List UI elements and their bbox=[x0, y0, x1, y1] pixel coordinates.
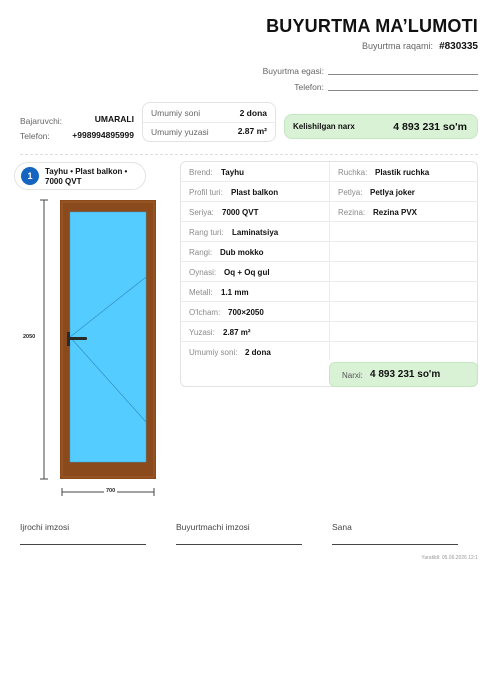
spec-row bbox=[181, 282, 329, 302]
specs-table bbox=[180, 161, 478, 387]
item-title-pill bbox=[14, 162, 146, 190]
spec-label: Rang turi: bbox=[189, 228, 224, 237]
spec-value: 2 dona bbox=[245, 348, 271, 357]
executor-name: UMARALI bbox=[94, 114, 134, 124]
spec-value: Laminatsiya bbox=[232, 228, 279, 237]
spec-label: Rangi: bbox=[189, 248, 213, 257]
spec-row bbox=[330, 182, 478, 202]
spec-label: O'lcham: bbox=[189, 308, 221, 317]
agreed-price-label: Kelishilgan narx bbox=[293, 122, 355, 131]
executor-signature-label: Ijrochi imzosi bbox=[20, 522, 70, 532]
spec-row bbox=[330, 322, 478, 342]
spec-row bbox=[181, 162, 329, 182]
total-count-label: Umumiy soni bbox=[151, 108, 201, 118]
spec-label: Metall: bbox=[189, 288, 213, 297]
item-number-badge: 1 bbox=[21, 167, 39, 185]
date-line bbox=[332, 544, 458, 545]
customer-signature-line bbox=[176, 544, 302, 545]
spec-value: Rezina PVX bbox=[373, 208, 418, 217]
spec-label: Seriya: bbox=[189, 208, 214, 217]
spec-label: Petlya: bbox=[338, 188, 363, 197]
spec-row bbox=[330, 242, 478, 262]
owner-phone-line bbox=[328, 90, 478, 91]
spec-label: Profil turi: bbox=[189, 188, 223, 197]
agreed-price-value: 4 893 231 so'm bbox=[393, 121, 467, 133]
spec-row bbox=[181, 262, 329, 282]
spec-value: Dub mokko bbox=[220, 248, 264, 257]
spec-value: 700×2050 bbox=[228, 308, 264, 317]
spec-value: Oq + Oq gul bbox=[224, 268, 270, 277]
spec-value: Plast balkon bbox=[231, 188, 279, 197]
item-price-label: Narxi: bbox=[342, 371, 363, 380]
spec-value: Tayhu bbox=[221, 168, 244, 177]
item-price-value: 4 893 231 so'm bbox=[370, 369, 441, 380]
order-number-row bbox=[362, 41, 478, 52]
spec-value: 2.87 m² bbox=[223, 328, 251, 337]
spec-label: Oynasi: bbox=[189, 268, 217, 277]
section-divider bbox=[20, 154, 478, 155]
spec-value: 1.1 mm bbox=[221, 288, 249, 297]
spec-row bbox=[330, 202, 478, 222]
height-label: 2050 bbox=[23, 334, 36, 340]
spec-value: 7000 QVT bbox=[222, 208, 259, 217]
spec-label: Brend: bbox=[189, 168, 213, 177]
executor-phone: +998994895999 bbox=[72, 130, 134, 140]
executor-signature-line bbox=[20, 544, 146, 545]
executor-phone-label: Telefon: bbox=[20, 131, 50, 141]
total-count-value: 2 dona bbox=[239, 108, 267, 118]
spec-row bbox=[181, 302, 329, 322]
height-dimension bbox=[40, 200, 48, 479]
owner-label: Buyurtma egasi: bbox=[262, 66, 324, 76]
spec-row bbox=[181, 182, 329, 202]
item-price-box bbox=[329, 362, 478, 387]
agreed-price-box bbox=[284, 114, 478, 139]
spec-row bbox=[330, 282, 478, 302]
spec-value: Plastik ruchka bbox=[375, 168, 430, 177]
order-number-label: Buyurtma raqami: bbox=[362, 41, 434, 51]
owner-phone-label: Telefon: bbox=[294, 82, 324, 92]
order-number-value: #830335 bbox=[439, 41, 478, 52]
spec-value: Petlya joker bbox=[370, 188, 415, 197]
spec-label: Ruchka: bbox=[338, 168, 368, 177]
spec-row bbox=[181, 242, 329, 262]
spec-row bbox=[181, 222, 329, 242]
door-drawing bbox=[36, 196, 164, 500]
spec-label: Umumiy soni: bbox=[189, 348, 238, 357]
spec-row bbox=[330, 262, 478, 282]
date-label: Sana bbox=[332, 522, 352, 532]
document-title: BUYURTMA MA’LUMOTI bbox=[266, 16, 478, 36]
total-area-label: Umumiy yuzasi bbox=[151, 127, 209, 137]
summary-divider bbox=[143, 122, 275, 123]
created-timestamp: Yaratildi: 05.06.2026 12:1 bbox=[421, 555, 478, 561]
spec-row bbox=[330, 162, 478, 182]
spec-label: Rezina: bbox=[338, 208, 366, 217]
spec-row bbox=[330, 342, 478, 362]
executor-label: Bajaruvchi: bbox=[20, 116, 63, 126]
item-title: Tayhu • Plast balkon • 7000 QVT bbox=[45, 167, 128, 186]
spec-label: Yuzasi: bbox=[189, 328, 215, 337]
width-label: 700 bbox=[106, 488, 116, 494]
owner-line bbox=[328, 74, 478, 75]
spec-row bbox=[330, 222, 478, 242]
total-area-value: 2.87 m² bbox=[237, 126, 267, 136]
summary-card bbox=[142, 102, 276, 142]
spec-row bbox=[181, 202, 329, 222]
spec-row bbox=[181, 322, 329, 342]
spec-row bbox=[330, 302, 478, 322]
spec-row bbox=[181, 342, 329, 362]
customer-signature-label: Buyurtmachi imzosi bbox=[176, 522, 250, 532]
